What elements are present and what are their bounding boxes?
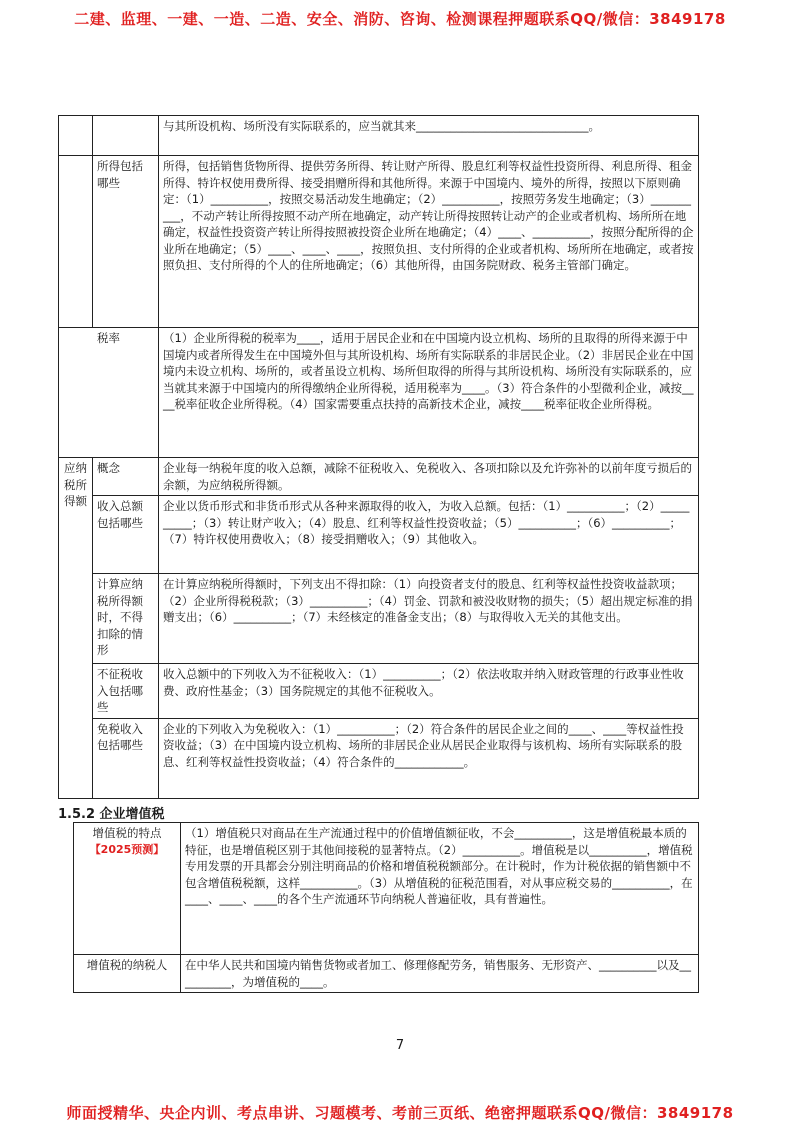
non-taxable-label: 不征税收入包括哪些 — [93, 664, 159, 719]
table-row — [59, 458, 699, 496]
income-includes-text: 所得，包括销售货物所得、提供劳务所得、转让财产所得、股息红利等权益性投资所得、利息所得、租金所得、特许权使用费所得、接受捐赠所得和其他所得。来源于中国境内、境外的所得，按照以下原则确定：（1）__________，按照交易活动发生地确定；（2）__________，按照劳务发生地确定；（3）__________，不动产转让所得按照不动产所在地确定，动产转让所得按照转让动产的企业或者机构、场所所在地确定，权益性投资资产转让所得按照被投资企业所在地确定；（4）____、__________，按照分配所得的企业所在地确定；（5）____、____、____，按照负担、支付所得的企业或者机构、场所所在地确定，或者按照负担、支付所得的个人的住所地确定；（6）其他所得，由国务院财政、税务主管部门确定。 — [159, 156, 699, 328]
bottom-ad-banner: 师面授精华、央企内训、考点串讲、习题模考、考前三页纸、绝密押题联系QQ/微信：3849178 — [66, 1104, 734, 1122]
non-deductible-label: 计算应纳税所得额时，不得扣除的情形 — [93, 574, 159, 664]
concept-text: 企业每一纳税年度的收入总额，减除不征税收入、免税收入、各项扣除以及允许弥补的以前年度亏损后的余额，为应纳税所得额。 — [159, 458, 699, 496]
vat-features-label: 增值税的特点 — [92, 826, 162, 840]
row-category-cell — [59, 116, 93, 156]
concept-label: 概念 — [93, 458, 159, 496]
exempt-income-text: 企业的下列收入为免税收入：（1）__________；（2）符合条件的居民企业之间的____、____等权益性投资收益；（3）在中国境内设立机构、场所的非居民企业从居民企业取得与该机构、场所有实际联系的股息、红利等权益性投资收益；（4）符合条件的____________。 — [159, 718, 699, 798]
income-includes-label: 所得包括哪些 — [93, 156, 159, 328]
table-row — [74, 955, 699, 993]
table-row — [59, 664, 699, 719]
table-row — [59, 574, 699, 664]
taxable-income-label: 应纳税所得额 — [59, 458, 93, 799]
tax-rate-text: （1）企业所得税的税率为____，适用于居民企业和在中国境内设立机构、场所的且取得的所得来源于中国境内或者所得发生在中国境外但与其所设机构、场所有实际联系的非居民企业。（2）非居民企业在中国境内未设立机构、场所的，或者虽设立机构、场所但取得的所得与其所设机构、场所没有实际联系的，应当就其来源于中国境内的所得缴纳企业所得税，适用税率为____。（3）符合条件的小型微利企业，减按____税率征收企业所得税。（4）国家需要重点扶持的高新技术企业，减按____税率征收企业所得税。 — [159, 328, 699, 458]
row-category-cell — [59, 156, 93, 328]
table-row — [59, 328, 699, 458]
table-row — [59, 116, 699, 156]
table-row — [59, 156, 699, 328]
vat-table — [73, 822, 699, 993]
source-continuation-text: 与其所设机构、场所没有实际联系的，应当就其来______________________________。 — [159, 116, 699, 156]
income-tax-table — [58, 115, 699, 799]
total-income-label: 收入总额包括哪些 — [93, 496, 159, 574]
row-sub-cell — [93, 116, 159, 156]
table-row — [74, 823, 699, 955]
table-row — [59, 718, 699, 798]
vat-features-cell — [74, 823, 181, 955]
total-income-text: 企业以货币形式和非货币形式从各种来源取得的收入，为收入总额。包括：（1）__________；（2）__________；（3）转让财产收入；（4）股息、红利等权益性投资收益；（5）__________；（6）__________；（7）特许权使用费收入；（8）接受捐赠收入；（9）其他收入。 — [159, 496, 699, 574]
exempt-income-label: 免税收入包括哪些 — [93, 718, 159, 798]
non-taxable-text: 收入总额中的下列收入为不征税收入：（1）__________；（2）依法收取并纳入财政管理的行政事业性收费、政府性基金；（3）国务院规定的其他不征税收入。 — [159, 664, 699, 719]
page-number: 7 — [395, 1038, 405, 1053]
vat-taxpayer-text: 在中华人民共和国境内销售货物或者加工、修理修配劳务，销售服务、无形资产、__________以及__________，为增值税的____。 — [181, 955, 699, 993]
top-ad-banner: 二建、监理、一建、一造、二造、安全、消防、咨询、检测课程押题联系QQ/微信：3849178 — [74, 10, 726, 28]
section-title: 1.5.2 企业增值税 — [58, 807, 165, 822]
vat-taxpayer-label: 增值税的纳税人 — [74, 955, 181, 993]
tax-rate-label: 税率 — [59, 328, 159, 458]
forecast-tag: 【2025预测】 — [89, 842, 165, 856]
vat-features-text: （1）增值税只对商品在生产流通过程中的价值增值额征收，不会__________，这是增值税最本质的特征，也是增值税区别于其他间接税的显著特点。（2）__________。增值税是以__________，增值税专用发票的开具都会分别注明商品的价格和增值税税额部分。在计税时，作为计税依据的销售额中不包含增值税税额，这样__________。（3）从增值税的征税范围看，对从事应税交易的__________，在____、____、____的各个生产流通环节向纳税人普遍征收，具有普遍性。 — [181, 823, 699, 955]
non-deductible-text: 在计算应纳税所得额时，下列支出不得扣除：（1）向投资者支付的股息、红利等权益性投资收益款项；（2）企业所得税税款；（3）__________；（4）罚金、罚款和被没收财物的损失；（5）超出规定标准的捐赠支出；（6）__________；（7）未经核定的准备金支出；（8）与取得收入无关的其他支出。 — [159, 574, 699, 664]
table-row — [59, 496, 699, 574]
